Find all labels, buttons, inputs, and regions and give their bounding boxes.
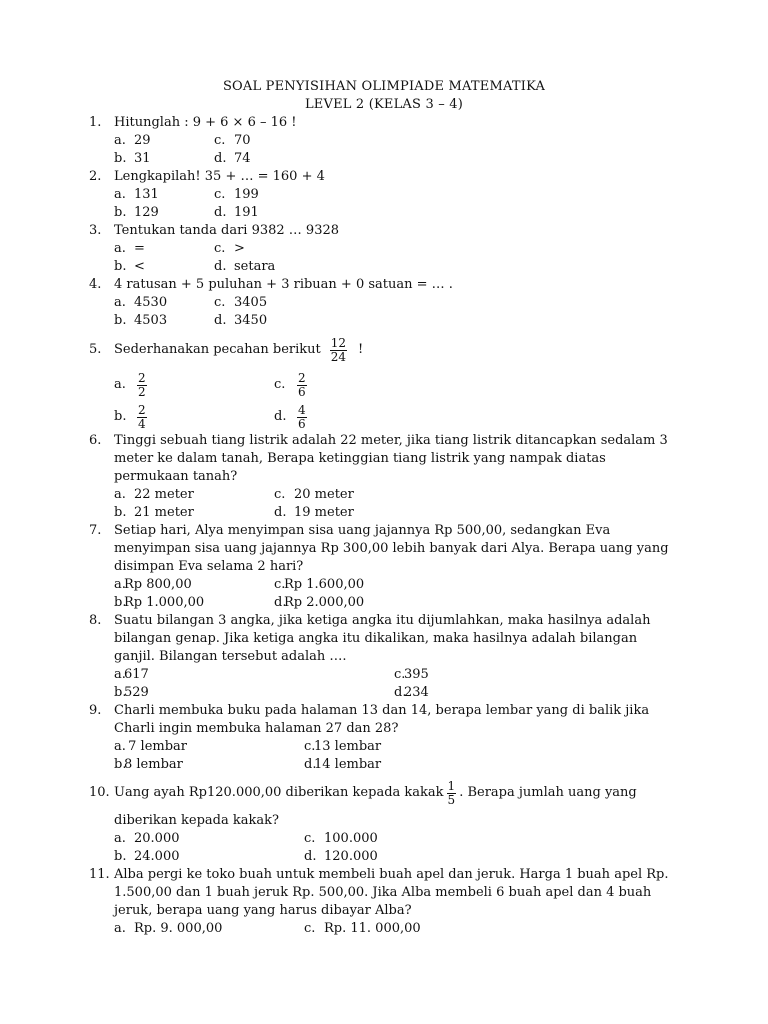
question-7 bbox=[89, 522, 689, 612]
option-d bbox=[274, 404, 310, 431]
options-row bbox=[114, 132, 689, 150]
options-row bbox=[114, 576, 689, 594]
question-number: 6. bbox=[89, 433, 102, 448]
question-line bbox=[89, 332, 689, 368]
option-letter: d. bbox=[304, 849, 317, 864]
answer-options bbox=[114, 830, 689, 866]
option-text: Rp 2.000,00 bbox=[284, 595, 365, 610]
question-text-block bbox=[114, 866, 689, 920]
question-line bbox=[89, 276, 689, 294]
question-text-block bbox=[114, 702, 689, 738]
options-row bbox=[114, 294, 689, 312]
question-text-block bbox=[114, 168, 689, 186]
option-d bbox=[214, 258, 275, 276]
option-letter: c. bbox=[214, 241, 226, 256]
option-text: 21 meter bbox=[134, 505, 194, 520]
question-text: Hitunglah : 9 + 6 × 6 – 16 ! bbox=[114, 115, 297, 130]
option-letter: d. bbox=[394, 685, 407, 700]
option-b bbox=[114, 594, 274, 612]
option-c bbox=[274, 372, 310, 399]
option-c bbox=[304, 830, 378, 848]
question-number: 7. bbox=[89, 523, 102, 538]
option-text: 7 lembar bbox=[124, 739, 188, 754]
options-row bbox=[114, 370, 689, 400]
options-row bbox=[114, 594, 689, 612]
options-row bbox=[114, 402, 689, 432]
document-subtitle: LEVEL 2 (KELAS 3 – 4) bbox=[304, 97, 464, 112]
option-c bbox=[304, 738, 381, 756]
option-text: 131 bbox=[134, 187, 159, 202]
question-4 bbox=[89, 276, 689, 330]
option-letter: c. bbox=[214, 295, 226, 310]
option-letter: a. bbox=[114, 377, 126, 392]
answer-options bbox=[114, 486, 689, 522]
option-text: 617 bbox=[124, 667, 149, 682]
options-row bbox=[114, 830, 689, 848]
question-number: 3. bbox=[89, 223, 102, 238]
question-number: 9. bbox=[89, 703, 102, 718]
option-letter: d. bbox=[214, 205, 227, 220]
question-text-block bbox=[114, 612, 689, 666]
question-text-line: permukaan tanah? bbox=[114, 469, 238, 484]
option-letter: c. bbox=[214, 133, 226, 148]
option-a bbox=[114, 920, 304, 938]
question-text-block bbox=[114, 432, 689, 486]
question-text: Sederhanakan pecahan berikut bbox=[114, 342, 321, 357]
option-d bbox=[394, 684, 429, 702]
option-letter: c. bbox=[214, 187, 226, 202]
fraction-numerator: 2 bbox=[138, 402, 146, 417]
option-a bbox=[114, 186, 214, 204]
options-row bbox=[114, 756, 689, 774]
question-text-block bbox=[114, 522, 689, 576]
question-8 bbox=[89, 612, 689, 702]
option-letter: b. bbox=[114, 151, 127, 166]
option-letter: a. bbox=[114, 577, 126, 592]
option-text: Rp 1.000,00 bbox=[124, 595, 205, 610]
question-text: Uang ayah Rp120.000,00 diberikan kepada kakak bbox=[114, 785, 444, 800]
fraction-denominator: 2 bbox=[138, 384, 146, 399]
fraction-denominator: 24 bbox=[330, 349, 347, 364]
option-c bbox=[274, 576, 364, 594]
option-letter: d. bbox=[214, 313, 227, 328]
answer-options bbox=[114, 738, 689, 774]
options-row bbox=[114, 504, 689, 522]
option-letter: c. bbox=[274, 487, 286, 502]
question-text-line: diberikan kepada kakak? bbox=[114, 813, 279, 828]
option-letter: c. bbox=[304, 831, 316, 846]
option-text: 13 lembar bbox=[314, 739, 382, 754]
options-row bbox=[114, 186, 689, 204]
option-text: 129 bbox=[134, 205, 159, 220]
option-fraction bbox=[297, 404, 307, 431]
option-text: Rp 1.600,00 bbox=[284, 577, 365, 592]
question-text-line: jeruk, berapa uang yang harus dibayar Alba? bbox=[114, 903, 412, 918]
option-letter: a. bbox=[114, 187, 126, 202]
question-text-line: ganjil. Bilangan tersebut adalah …. bbox=[114, 649, 347, 664]
option-letter: a. bbox=[114, 133, 126, 148]
option-letter: b. bbox=[114, 757, 127, 772]
option-b bbox=[114, 258, 214, 276]
fraction-denominator: 6 bbox=[298, 416, 306, 431]
option-c bbox=[214, 294, 267, 312]
option-b bbox=[114, 150, 214, 168]
option-letter: a. bbox=[114, 739, 126, 754]
question-number: 11. bbox=[89, 867, 110, 882]
option-letter: d. bbox=[304, 757, 317, 772]
option-a bbox=[114, 830, 304, 848]
question-line bbox=[89, 778, 689, 808]
answer-options bbox=[114, 920, 689, 938]
answer-options bbox=[114, 132, 689, 168]
options-row bbox=[114, 240, 689, 258]
question-fraction bbox=[447, 780, 457, 807]
question-text-line: meter ke dalam tanah, Berapa ketinggian tiang listrik yang nampak diatas bbox=[114, 451, 606, 466]
option-fraction bbox=[297, 372, 307, 399]
question-text-line: Charli ingin membuka halaman 27 dan 28? bbox=[114, 721, 399, 736]
option-text: Rp 800,00 bbox=[124, 577, 192, 592]
option-letter: c. bbox=[304, 921, 316, 936]
question-line bbox=[89, 612, 689, 666]
question-line bbox=[89, 522, 689, 576]
question-9 bbox=[89, 702, 689, 774]
option-text: 24.000 bbox=[134, 849, 180, 864]
fraction-denominator: 6 bbox=[298, 384, 306, 399]
option-letter: c. bbox=[274, 377, 286, 392]
option-letter: b. bbox=[114, 685, 127, 700]
question-number: 10. bbox=[89, 785, 110, 800]
question-line bbox=[89, 702, 689, 738]
option-text: 74 bbox=[234, 151, 251, 166]
options-row bbox=[114, 684, 689, 702]
option-text: 20.000 bbox=[134, 831, 180, 846]
options-row bbox=[114, 486, 689, 504]
option-text: < bbox=[134, 259, 145, 274]
option-letter: b. bbox=[114, 205, 127, 220]
question-text-line: Tinggi sebuah tiang listrik adalah 22 meter, jika tiang listrik ditancapkan sedalam 3 bbox=[114, 433, 668, 448]
fraction-denominator: 5 bbox=[447, 792, 456, 807]
answer-options bbox=[114, 666, 689, 702]
option-text: 4530 bbox=[134, 295, 168, 310]
question-text-line: 1.500,00 dan 1 buah jeruk Rp. 500,00. Jika Alba membeli 6 buah apel dan 4 buah bbox=[114, 885, 652, 900]
option-b bbox=[114, 684, 394, 702]
question-list bbox=[89, 114, 689, 938]
option-letter: c. bbox=[304, 739, 316, 754]
question-fraction bbox=[330, 337, 347, 364]
question-text-block bbox=[114, 276, 689, 294]
option-text: = bbox=[134, 241, 145, 256]
fraction-denominator: 4 bbox=[138, 416, 146, 431]
options-row bbox=[114, 312, 689, 330]
question-11 bbox=[89, 866, 689, 938]
fraction-numerator: 2 bbox=[298, 370, 306, 385]
option-text: 120.000 bbox=[324, 849, 378, 864]
question-text-tail: . Berapa jumlah uang yang bbox=[459, 785, 637, 800]
option-text: 31 bbox=[134, 151, 151, 166]
option-letter: d. bbox=[214, 259, 227, 274]
question-number: 5. bbox=[89, 342, 102, 357]
option-d bbox=[274, 504, 354, 522]
option-text: 22 meter bbox=[134, 487, 194, 502]
answer-options bbox=[114, 240, 689, 276]
option-b bbox=[114, 404, 274, 431]
options-row bbox=[114, 204, 689, 222]
option-letter: a. bbox=[114, 667, 126, 682]
options-row bbox=[114, 920, 689, 938]
fraction-numerator: 1 bbox=[447, 778, 456, 793]
option-text: 395 bbox=[404, 667, 429, 682]
answer-options bbox=[114, 370, 689, 432]
option-b bbox=[114, 312, 214, 330]
option-c bbox=[214, 186, 259, 204]
document-title: SOAL PENYISIHAN OLIMPIADE MATEMATIKA bbox=[222, 79, 546, 94]
option-letter: b. bbox=[114, 849, 127, 864]
question-text-line: Alba pergi ke toko buah untuk membeli buah apel dan jeruk. Harga 1 buah apel Rp. bbox=[114, 867, 669, 882]
option-text: 20 meter bbox=[294, 487, 354, 502]
question-line bbox=[89, 222, 689, 240]
option-text: 4503 bbox=[134, 313, 168, 328]
option-a bbox=[114, 666, 394, 684]
question-3 bbox=[89, 222, 689, 276]
option-c bbox=[214, 132, 251, 150]
question-text-line: Setiap hari, Alya menyimpan sisa uang jajannya Rp 500,00, sedangkan Eva bbox=[114, 523, 611, 538]
option-text: 100.000 bbox=[324, 831, 378, 846]
question-line bbox=[89, 114, 689, 132]
option-text: 8 lembar bbox=[124, 757, 183, 772]
question-text-line: Charli membuka buku pada halaman 13 dan 14, berapa lembar yang di balik jika bbox=[114, 703, 650, 718]
option-d bbox=[214, 312, 267, 330]
answer-options bbox=[114, 576, 689, 612]
question-2 bbox=[89, 168, 689, 222]
question-text: Lengkapilah! 35 + … = 160 + 4 bbox=[114, 169, 325, 184]
option-text: 234 bbox=[404, 685, 429, 700]
question-text-block bbox=[114, 222, 689, 240]
question-6 bbox=[89, 432, 689, 522]
option-text: 19 meter bbox=[294, 505, 354, 520]
question-text-line: menyimpan sisa uang jajannya Rp 300,00 lebih banyak dari Alya. Berapa uang yang bbox=[114, 541, 669, 556]
option-fraction bbox=[137, 372, 147, 399]
option-letter: b. bbox=[114, 409, 127, 424]
option-letter: d. bbox=[274, 409, 287, 424]
option-letter: b. bbox=[114, 313, 127, 328]
option-letter: a. bbox=[114, 921, 126, 936]
question-5 bbox=[89, 332, 689, 432]
option-text: 3405 bbox=[234, 295, 268, 310]
option-text: Rp. 11. 000,00 bbox=[324, 921, 421, 936]
option-a bbox=[114, 240, 214, 258]
option-d bbox=[304, 756, 381, 774]
option-letter: d. bbox=[214, 151, 227, 166]
question-1 bbox=[89, 114, 689, 168]
option-b bbox=[114, 756, 304, 774]
option-fraction bbox=[137, 404, 147, 431]
question-number: 8. bbox=[89, 613, 102, 628]
question-text-block bbox=[114, 114, 689, 132]
option-text: 70 bbox=[234, 133, 251, 148]
option-letter: b. bbox=[114, 595, 127, 610]
option-letter: a. bbox=[114, 241, 126, 256]
option-text: 191 bbox=[234, 205, 259, 220]
option-a bbox=[114, 132, 214, 150]
option-d bbox=[274, 594, 364, 612]
question-text: Tentukan tanda dari 9382 … 9328 bbox=[114, 223, 340, 238]
option-a bbox=[114, 372, 274, 399]
option-b bbox=[114, 504, 274, 522]
question-line bbox=[89, 432, 689, 486]
option-a bbox=[114, 294, 214, 312]
option-text: 14 lembar bbox=[314, 757, 382, 772]
option-c bbox=[214, 240, 245, 258]
question-10 bbox=[89, 778, 689, 866]
option-text: setara bbox=[234, 259, 276, 274]
option-a bbox=[114, 738, 304, 756]
option-letter: a. bbox=[114, 831, 126, 846]
question-number: 2. bbox=[89, 169, 102, 184]
options-row bbox=[114, 848, 689, 866]
option-text: > bbox=[234, 241, 245, 256]
option-letter: c. bbox=[394, 667, 406, 682]
options-row bbox=[114, 738, 689, 756]
fraction-numerator: 12 bbox=[330, 335, 347, 350]
option-letter: a. bbox=[114, 295, 126, 310]
option-text: 199 bbox=[234, 187, 259, 202]
question-number: 1. bbox=[89, 115, 102, 130]
answer-options bbox=[114, 186, 689, 222]
options-row bbox=[114, 258, 689, 276]
options-row bbox=[114, 150, 689, 168]
options-row bbox=[114, 666, 689, 684]
option-c bbox=[304, 920, 421, 938]
question-text: 4 ratusan + 5 puluhan + 3 ribuan + 0 satuan = … . bbox=[114, 277, 453, 292]
option-a bbox=[114, 486, 274, 504]
option-letter: c. bbox=[274, 577, 286, 592]
question-number: 4. bbox=[89, 277, 102, 292]
question-text-line: bilangan genap. Jika ketiga angka itu dikalikan, maka hasilnya adalah bilangan bbox=[114, 631, 638, 646]
option-letter: a. bbox=[114, 487, 126, 502]
option-c bbox=[274, 486, 354, 504]
option-b bbox=[114, 848, 304, 866]
question-text-line: disimpan Eva selama 2 hari? bbox=[114, 559, 304, 574]
option-text: 529 bbox=[124, 685, 149, 700]
option-d bbox=[214, 150, 251, 168]
question-line bbox=[89, 168, 689, 186]
answer-options bbox=[114, 294, 689, 330]
option-letter: b. bbox=[114, 259, 127, 274]
fraction-numerator: 4 bbox=[298, 402, 306, 417]
option-d bbox=[304, 848, 378, 866]
option-letter: d. bbox=[274, 595, 287, 610]
question-text-line: Suatu bilangan 3 angka, jika ketiga angka itu dijumlahkan, maka hasilnya adalah bbox=[114, 613, 651, 628]
option-text: 29 bbox=[134, 133, 151, 148]
fraction-numerator: 2 bbox=[138, 370, 146, 385]
option-text: 3450 bbox=[234, 313, 268, 328]
question-line bbox=[89, 866, 689, 920]
question-text-tail: ! bbox=[358, 342, 364, 357]
option-c bbox=[394, 666, 429, 684]
option-d bbox=[214, 204, 259, 222]
option-a bbox=[114, 576, 274, 594]
option-letter: d. bbox=[274, 505, 287, 520]
option-b bbox=[114, 204, 214, 222]
option-text: Rp. 9. 000,00 bbox=[134, 921, 223, 936]
option-letter: b. bbox=[114, 505, 127, 520]
